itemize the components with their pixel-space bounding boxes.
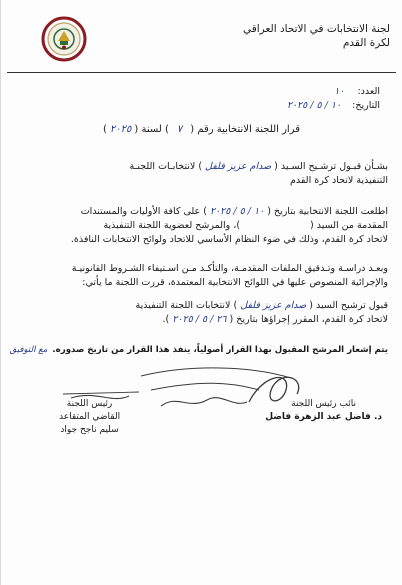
- subject-candidate-name: صدام عزيز فلفل: [205, 161, 272, 172]
- para3-suffix: ) لانتخابات اللجنة التنفيذية: [135, 300, 238, 311]
- chair-title: رئيس اللجنة: [66, 399, 113, 409]
- org-name-line1: لجنة الانتخابات في الاتحاد العراقي: [242, 23, 390, 35]
- chair-rank: القاضي المتقاعد: [59, 412, 121, 422]
- handwritten-note: مع التوفيق: [9, 345, 48, 355]
- decision-subject: [15, 160, 388, 188]
- election-date: ٢٦ / ٥ / ٢٠٢٥: [172, 314, 227, 325]
- chair-name: سليم ناجح جواد: [60, 425, 119, 435]
- para3-line2-suffix: ).: [162, 314, 170, 325]
- decision-number: ٧: [176, 124, 183, 135]
- date-value: ١٠ / ٥ / ٢٠٢٥: [286, 100, 342, 111]
- para2-line1: وبعـد دراسـة وتـدقيق الملفات المقدمـة، والتأكـد مـن اسـتيفاء الشـروط القانونيـة: [71, 263, 388, 274]
- para2-line2: والإجرائية المنصوص عليها في اللوائح الانتخابية المعتمدة، قررت اللجنة ما يأتي:: [82, 277, 388, 288]
- org-name-line2: لكرة القدم: [342, 37, 390, 49]
- number-value: ١٠: [334, 86, 345, 97]
- decision-title-prefix: قرار اللجنة الانتخابية رقم (: [190, 124, 300, 135]
- notice-text: يتم إشعار المرشح المقبول بهذا القرار أصولياً، ينفذ هذا القرار من تاريخ صدوره.: [52, 345, 388, 355]
- document-number: [334, 86, 380, 97]
- notice-line: [9, 343, 388, 357]
- decision-title-middle: ) لسنة (: [134, 124, 169, 135]
- paragraph-study: [15, 262, 388, 290]
- para1-line2-suffix: )، والمرشح لعضوية اللجنة التنفيذية: [103, 220, 241, 231]
- subject-prefix: بشـأن قبـول ترشـيح السـيد (: [274, 161, 388, 172]
- para1-suffix: ) على كافة الأوليات والمستندات: [80, 206, 207, 217]
- vice-chair-title: نائب رئيس اللجنة: [291, 399, 357, 409]
- para1-line1: [15, 205, 388, 219]
- vice-chair-name: د. فاضل عبد الزهرة فاضل: [265, 412, 382, 422]
- document-date: [287, 100, 380, 111]
- date-label: التاريخ:: [352, 100, 380, 111]
- para1-line2: [15, 219, 388, 233]
- para3-prefix: قبول ترشيح السيد (: [309, 300, 388, 311]
- accepted-candidate-name: صدام عزيز فلفل: [240, 300, 307, 311]
- decision-year: ٢٠٢٥: [109, 124, 132, 135]
- decision-title: [1, 124, 402, 135]
- paragraph-acceptance: [15, 299, 388, 327]
- para3-line2-prefix: لاتحاد كرة القدم، المقرر إجراؤها بتاريخ (: [229, 314, 388, 325]
- subject-line1: [15, 160, 388, 174]
- para1-line3: لاتحاد كرة القدم، وذلك في ضوء النظام الأساسي للاتحاد ولوائح الانتخابات النافذة.: [70, 234, 388, 245]
- paragraph-review: [15, 205, 388, 247]
- decision-title-suffix: ): [103, 124, 107, 135]
- chair-signature: [59, 398, 120, 437]
- number-label: العدد:: [357, 86, 380, 97]
- para3-line2: [15, 313, 388, 327]
- federation-seal-icon: [41, 16, 87, 62]
- header-divider: [7, 72, 396, 73]
- review-date: ١٠ / ٥ / ٢٠٢٥: [209, 206, 265, 217]
- para1-prefix: اطلعت اللجنة الانتخابية بتاريخ (: [267, 206, 388, 217]
- vice-chair-signature: [265, 398, 382, 424]
- organization-header: [243, 22, 390, 50]
- para3-line1: [15, 299, 388, 313]
- para1-line2-prefix: المقدمة من السيد (: [310, 220, 388, 231]
- subject-line2: التنفيذية لاتحاد كرة القدم: [290, 175, 388, 186]
- subject-suffix: ) لانتخابـات اللجنـة: [129, 161, 203, 172]
